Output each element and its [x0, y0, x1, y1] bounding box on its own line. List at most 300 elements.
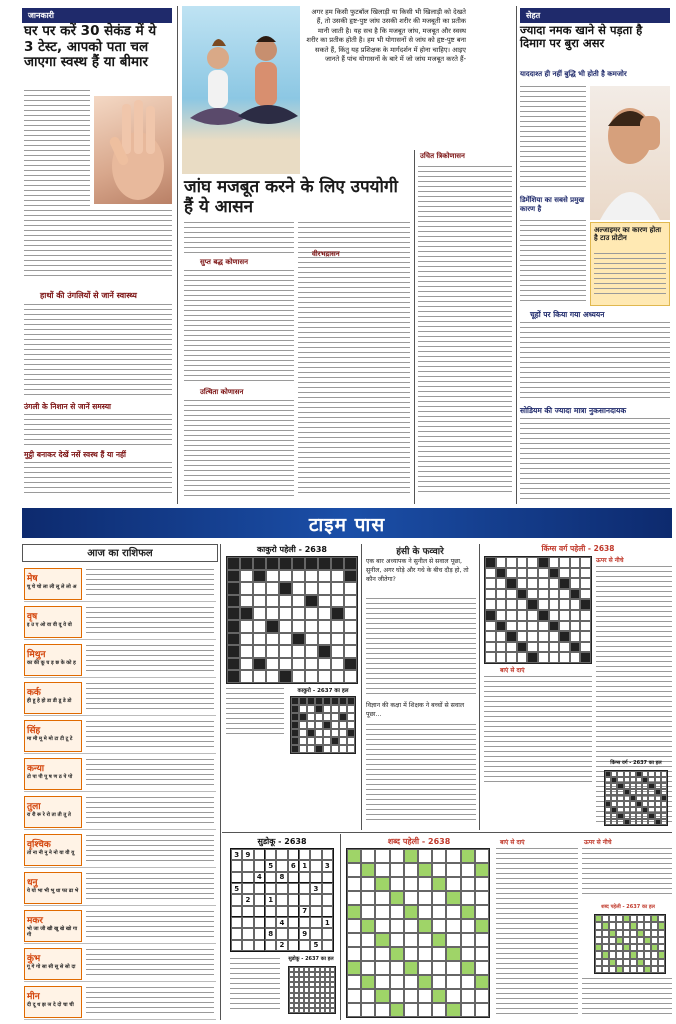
word-cell[interactable] [432, 975, 446, 989]
word-cell[interactable] [475, 989, 489, 1003]
word-answer-cell[interactable] [602, 951, 609, 958]
kakuro-cell[interactable] [318, 620, 331, 633]
word-cell[interactable] [418, 919, 432, 933]
word-cell[interactable] [404, 947, 418, 961]
sudoku-cell[interactable] [288, 894, 299, 905]
sudoku-cell[interactable] [254, 940, 265, 951]
kakuro-cell[interactable] [344, 595, 357, 608]
kakuro-answer-cell[interactable] [315, 713, 323, 721]
word-answer-cell[interactable] [658, 951, 665, 958]
sudoku-cell[interactable] [299, 849, 310, 860]
word-cell[interactable] [446, 989, 460, 1003]
word-cell[interactable] [461, 849, 475, 863]
sudoku-cell[interactable] [265, 906, 276, 917]
word-answer-cell[interactable] [651, 937, 658, 944]
sudoku-cell[interactable] [322, 894, 333, 905]
kakuro-cell[interactable] [240, 595, 253, 608]
word-cell[interactable] [461, 891, 475, 905]
word-cell[interactable] [418, 877, 432, 891]
word-cell[interactable] [446, 919, 460, 933]
word-cell[interactable] [418, 849, 432, 863]
word-cell[interactable] [347, 919, 361, 933]
word-answer-cell[interactable] [658, 922, 665, 929]
kakuro-cell[interactable] [292, 620, 305, 633]
kakuro-answer-cell[interactable] [299, 745, 307, 753]
crossword-cell[interactable] [549, 642, 560, 653]
kakuro-cell[interactable] [266, 645, 279, 658]
crossword-cell[interactable] [506, 557, 517, 568]
word-cell[interactable] [475, 849, 489, 863]
kakuro-answer-cell[interactable] [299, 721, 307, 729]
kakuro-cell[interactable] [318, 670, 331, 683]
sudoku-cell[interactable] [322, 928, 333, 939]
word-cell[interactable] [432, 905, 446, 919]
crossword-cell[interactable] [549, 589, 560, 600]
word-cell[interactable] [461, 947, 475, 961]
word-cell[interactable] [475, 863, 489, 877]
sudoku-cell[interactable] [242, 883, 253, 894]
sudoku-cell[interactable] [254, 883, 265, 894]
crossword-cell[interactable] [580, 621, 591, 632]
word-cell[interactable] [361, 1003, 375, 1017]
kakuro-answer-cell[interactable] [347, 713, 355, 721]
word-cell[interactable] [347, 877, 361, 891]
kakuro-cell[interactable] [344, 670, 357, 683]
word-cell[interactable] [361, 961, 375, 975]
word-cell[interactable] [418, 989, 432, 1003]
crossword-cell[interactable] [496, 599, 507, 610]
crossword-cell[interactable] [506, 621, 517, 632]
word-answer-cell[interactable] [637, 930, 644, 937]
crossword-cell[interactable] [549, 652, 560, 663]
word-cell[interactable] [375, 989, 389, 1003]
word-cell[interactable] [461, 863, 475, 877]
word-cell[interactable] [361, 947, 375, 961]
word-answer-cell[interactable] [651, 915, 658, 922]
word-cell[interactable] [390, 989, 404, 1003]
kakuro-cell[interactable] [318, 658, 331, 671]
word-answer-cell[interactable] [623, 959, 630, 966]
sudoku-cell[interactable] [231, 872, 242, 883]
word-cell[interactable] [475, 933, 489, 947]
word-cell[interactable] [418, 891, 432, 905]
crossword-cell[interactable] [496, 589, 507, 600]
kakuro-cell[interactable] [344, 620, 357, 633]
word-answer-cell[interactable] [644, 937, 651, 944]
crossword-cell[interactable] [496, 631, 507, 642]
word-answer-cell[interactable] [609, 930, 616, 937]
word-cell[interactable] [361, 849, 375, 863]
sudoku-cell[interactable] [288, 940, 299, 951]
word-cell[interactable] [390, 1003, 404, 1017]
crossword-cell[interactable] [538, 589, 549, 600]
kakuro-answer-cell[interactable] [323, 745, 331, 753]
kakuro-answer-cell[interactable] [331, 745, 339, 753]
word-answer-cell[interactable] [651, 966, 658, 973]
word-cell[interactable] [418, 933, 432, 947]
word-cell[interactable] [446, 877, 460, 891]
sudoku-cell[interactable] [288, 917, 299, 928]
sudoku-cell[interactable] [231, 860, 242, 871]
crossword-cell[interactable] [538, 621, 549, 632]
crossword-cell[interactable] [570, 568, 581, 579]
kakuro-answer-cell[interactable] [315, 729, 323, 737]
kakuro-cell[interactable] [279, 645, 292, 658]
kakuro-answer-cell[interactable] [315, 721, 323, 729]
word-answer-cell[interactable] [637, 966, 644, 973]
crossword-cell[interactable] [496, 578, 507, 589]
word-answer-cell[interactable] [644, 959, 651, 966]
crossword-cell[interactable] [506, 599, 517, 610]
crossword-cell[interactable] [570, 652, 581, 663]
word-answer-cell[interactable] [609, 915, 616, 922]
crossword-cell[interactable] [485, 642, 496, 653]
sudoku-cell[interactable] [265, 849, 276, 860]
word-answer-cell[interactable] [609, 966, 616, 973]
word-cell[interactable] [446, 849, 460, 863]
kakuro-cell[interactable] [305, 670, 318, 683]
sudoku-cell[interactable] [322, 872, 333, 883]
kakuro-answer-cell[interactable] [331, 721, 339, 729]
word-cell[interactable] [446, 863, 460, 877]
sudoku-answer-cell[interactable] [330, 1008, 335, 1013]
kakuro-cell[interactable] [253, 582, 266, 595]
crossword-cell[interactable] [496, 557, 507, 568]
sudoku-cell[interactable] [310, 928, 321, 939]
word-answer-cell[interactable] [616, 915, 623, 922]
sudoku-cell[interactable] [288, 928, 299, 939]
word-cell[interactable] [390, 933, 404, 947]
crossword-cell[interactable] [527, 589, 538, 600]
sudoku-cell[interactable] [276, 928, 287, 939]
word-cell[interactable] [375, 891, 389, 905]
sudoku-cell[interactable] [276, 860, 287, 871]
word-cell[interactable] [347, 975, 361, 989]
crossword-cell[interactable] [527, 578, 538, 589]
sudoku-cell[interactable] [242, 860, 253, 871]
word-answer-cell[interactable] [630, 966, 637, 973]
word-answer-cell[interactable] [644, 951, 651, 958]
sudoku-cell[interactable] [310, 894, 321, 905]
sudoku-cell[interactable] [231, 906, 242, 917]
crossword-cell[interactable] [570, 599, 581, 610]
crossword-cell[interactable] [549, 578, 560, 589]
word-answer-cell[interactable] [602, 966, 609, 973]
word-cell[interactable] [461, 919, 475, 933]
crossword-cell[interactable] [538, 642, 549, 653]
crossword-cell[interactable] [527, 610, 538, 621]
kakuro-answer-cell[interactable] [347, 745, 355, 753]
sudoku-cell[interactable] [242, 928, 253, 939]
kakuro-cell[interactable] [318, 607, 331, 620]
sudoku-cell[interactable] [254, 917, 265, 928]
word-cell[interactable] [375, 863, 389, 877]
sudoku-cell[interactable] [276, 894, 287, 905]
word-answer-cell[interactable] [637, 937, 644, 944]
word-cell[interactable] [475, 919, 489, 933]
word-cell[interactable] [375, 947, 389, 961]
crossword-cell[interactable] [496, 610, 507, 621]
word-cell[interactable] [404, 849, 418, 863]
word-cell[interactable] [432, 933, 446, 947]
kakuro-cell[interactable] [305, 633, 318, 646]
crossword-cell[interactable] [538, 599, 549, 610]
word-cell[interactable] [461, 905, 475, 919]
kakuro-answer-cell[interactable] [331, 705, 339, 713]
word-cell[interactable] [475, 891, 489, 905]
word-answer-cell[interactable] [630, 930, 637, 937]
word-answer-cell[interactable] [658, 930, 665, 937]
word-cell[interactable] [475, 975, 489, 989]
word-answer-cell[interactable] [609, 959, 616, 966]
crossword-cell[interactable] [517, 652, 528, 663]
sudoku-cell[interactable] [254, 894, 265, 905]
word-puzzle-grid[interactable] [346, 848, 490, 1018]
kakuro-cell[interactable] [331, 633, 344, 646]
sudoku-cell[interactable] [265, 940, 276, 951]
sudoku-cell[interactable] [254, 849, 265, 860]
kakuro-cell[interactable] [318, 595, 331, 608]
word-cell[interactable] [475, 961, 489, 975]
kakuro-answer-cell[interactable] [339, 745, 347, 753]
kakuro-answer-cell[interactable] [339, 721, 347, 729]
word-cell[interactable] [446, 947, 460, 961]
kakuro-cell[interactable] [305, 620, 318, 633]
sudoku-cell[interactable] [310, 872, 321, 883]
word-cell[interactable] [475, 1003, 489, 1017]
word-answer-cell[interactable] [658, 937, 665, 944]
word-cell[interactable] [461, 961, 475, 975]
word-cell[interactable] [418, 975, 432, 989]
word-cell[interactable] [390, 947, 404, 961]
word-cell[interactable] [418, 947, 432, 961]
kakuro-cell[interactable] [344, 633, 357, 646]
kakuro-answer-cell[interactable] [323, 705, 331, 713]
word-cell[interactable] [361, 863, 375, 877]
word-answer-cell[interactable] [630, 915, 637, 922]
crossword-cell[interactable] [506, 610, 517, 621]
crossword-cell[interactable] [538, 578, 549, 589]
kakuro-cell[interactable] [240, 570, 253, 583]
sudoku-cell[interactable] [299, 940, 310, 951]
crossword-cell[interactable] [517, 631, 528, 642]
word-cell[interactable] [390, 891, 404, 905]
word-answer-cell[interactable] [637, 922, 644, 929]
word-cell[interactable] [347, 947, 361, 961]
crossword-cell[interactable] [485, 621, 496, 632]
kakuro-cell[interactable] [240, 582, 253, 595]
word-answer-cell[interactable] [595, 944, 602, 951]
word-cell[interactable] [404, 863, 418, 877]
word-answer-cell[interactable] [623, 922, 630, 929]
kakuro-answer-cell[interactable] [339, 729, 347, 737]
word-answer-cell[interactable] [609, 922, 616, 929]
word-cell[interactable] [404, 989, 418, 1003]
crossword-cell[interactable] [506, 652, 517, 663]
sudoku-cell[interactable] [310, 906, 321, 917]
sudoku-cell[interactable] [322, 849, 333, 860]
word-cell[interactable] [390, 863, 404, 877]
kakuro-cell[interactable] [240, 633, 253, 646]
word-cell[interactable] [418, 905, 432, 919]
sudoku-cell[interactable] [265, 872, 276, 883]
kakuro-cell[interactable] [331, 570, 344, 583]
word-cell[interactable] [446, 905, 460, 919]
kakuro-answer-cell[interactable] [307, 713, 315, 721]
kakuro-cell[interactable] [279, 570, 292, 583]
word-answer-cell[interactable] [602, 915, 609, 922]
crossword-cell[interactable] [580, 568, 591, 579]
crossword-cell[interactable] [559, 599, 570, 610]
sudoku-cell[interactable] [322, 906, 333, 917]
word-cell[interactable] [390, 905, 404, 919]
kakuro-answer-cell[interactable] [323, 737, 331, 745]
sudoku-cell[interactable] [231, 928, 242, 939]
word-answer-cell[interactable] [644, 922, 651, 929]
word-answer-cell[interactable] [623, 944, 630, 951]
word-cell[interactable] [432, 947, 446, 961]
word-cell[interactable] [375, 975, 389, 989]
kakuro-cell[interactable] [305, 570, 318, 583]
word-cell[interactable] [404, 877, 418, 891]
word-cell[interactable] [375, 961, 389, 975]
sudoku-cell[interactable] [322, 883, 333, 894]
crossword-cell[interactable] [517, 610, 528, 621]
kakuro-cell[interactable] [279, 633, 292, 646]
sudoku-cell[interactable] [310, 917, 321, 928]
sudoku-cell[interactable] [299, 917, 310, 928]
word-answer-cell[interactable] [651, 930, 658, 937]
word-answer-cell[interactable] [630, 944, 637, 951]
word-answer-cell[interactable] [630, 951, 637, 958]
word-cell[interactable] [361, 905, 375, 919]
kakuro-cell[interactable] [266, 633, 279, 646]
sudoku-cell[interactable] [242, 906, 253, 917]
crossword-cell[interactable] [485, 631, 496, 642]
kakuro-cell[interactable] [344, 645, 357, 658]
word-cell[interactable] [461, 933, 475, 947]
word-cell[interactable] [404, 919, 418, 933]
crossword-cell[interactable] [506, 642, 517, 653]
word-answer-cell[interactable] [637, 951, 644, 958]
sudoku-cell[interactable] [254, 860, 265, 871]
kakuro-cell[interactable] [331, 595, 344, 608]
sudoku-cell[interactable] [288, 883, 299, 894]
crossword-cell[interactable] [485, 599, 496, 610]
word-cell[interactable] [390, 961, 404, 975]
kakuro-cell[interactable] [318, 633, 331, 646]
crossword-cell[interactable] [559, 557, 570, 568]
kakuro-cell[interactable] [305, 658, 318, 671]
word-answer-cell[interactable] [595, 937, 602, 944]
word-cell[interactable] [361, 877, 375, 891]
kakuro-answer-cell[interactable] [307, 737, 315, 745]
kakuro-cell[interactable] [292, 670, 305, 683]
word-cell[interactable] [347, 989, 361, 1003]
word-cell[interactable] [375, 849, 389, 863]
kakuro-cell[interactable] [292, 645, 305, 658]
sudoku-cell[interactable] [276, 849, 287, 860]
word-answer-cell[interactable] [623, 951, 630, 958]
word-answer-cell[interactable] [602, 930, 609, 937]
kakuro-cell[interactable] [266, 658, 279, 671]
word-cell[interactable] [390, 919, 404, 933]
kakuro-cell[interactable] [318, 582, 331, 595]
sudoku-cell[interactable] [242, 917, 253, 928]
crossword-cell[interactable] [496, 652, 507, 663]
kakuro-answer-cell[interactable] [299, 737, 307, 745]
kakuro-cell[interactable] [240, 645, 253, 658]
word-cell[interactable] [404, 933, 418, 947]
word-cell[interactable] [432, 919, 446, 933]
word-cell[interactable] [446, 975, 460, 989]
word-cell[interactable] [390, 877, 404, 891]
kakuro-cell[interactable] [318, 570, 331, 583]
word-answer-cell[interactable] [658, 959, 665, 966]
sudoku-cell[interactable] [231, 940, 242, 951]
kakuro-cell[interactable] [331, 658, 344, 671]
crossword-cell[interactable] [538, 652, 549, 663]
word-answer-cell[interactable] [616, 959, 623, 966]
sudoku-cell[interactable] [322, 940, 333, 951]
crossword-cell[interactable] [580, 610, 591, 621]
crossword-cell[interactable] [549, 610, 560, 621]
kakuro-cell[interactable] [240, 620, 253, 633]
crossword-cell[interactable] [559, 652, 570, 663]
crossword-cell[interactable] [517, 557, 528, 568]
crossword-answer-cell[interactable] [661, 819, 667, 825]
kakuro-answer-cell[interactable] [315, 737, 323, 745]
word-cell[interactable] [432, 961, 446, 975]
word-cell[interactable] [404, 891, 418, 905]
kakuro-cell[interactable] [266, 595, 279, 608]
word-cell[interactable] [375, 1003, 389, 1017]
sudoku-cell[interactable] [288, 849, 299, 860]
crossword-cell[interactable] [485, 568, 496, 579]
kakuro-cell[interactable] [279, 658, 292, 671]
crossword-cell[interactable] [506, 589, 517, 600]
word-cell[interactable] [446, 933, 460, 947]
word-answer-cell[interactable] [623, 937, 630, 944]
word-cell[interactable] [404, 905, 418, 919]
crossword-cell[interactable] [580, 557, 591, 568]
crossword-grid[interactable] [484, 556, 592, 664]
crossword-cell[interactable] [559, 621, 570, 632]
word-cell[interactable] [347, 961, 361, 975]
sudoku-cell[interactable] [276, 883, 287, 894]
word-cell[interactable] [418, 863, 432, 877]
sudoku-cell[interactable] [231, 917, 242, 928]
word-answer-cell[interactable] [616, 922, 623, 929]
crossword-cell[interactable] [506, 568, 517, 579]
word-answer-cell[interactable] [616, 944, 623, 951]
word-cell[interactable] [347, 863, 361, 877]
sudoku-cell[interactable] [242, 940, 253, 951]
word-answer-cell[interactable] [644, 915, 651, 922]
word-cell[interactable] [361, 933, 375, 947]
kakuro-cell[interactable] [292, 658, 305, 671]
crossword-cell[interactable] [485, 589, 496, 600]
kakuro-answer-cell[interactable] [299, 705, 307, 713]
crossword-cell[interactable] [517, 568, 528, 579]
kakuro-cell[interactable] [331, 670, 344, 683]
word-cell[interactable] [432, 1003, 446, 1017]
sudoku-cell[interactable] [288, 872, 299, 883]
crossword-cell[interactable] [570, 621, 581, 632]
kakuro-cell[interactable] [292, 595, 305, 608]
sudoku-grid[interactable] [230, 848, 334, 952]
crossword-cell[interactable] [559, 589, 570, 600]
